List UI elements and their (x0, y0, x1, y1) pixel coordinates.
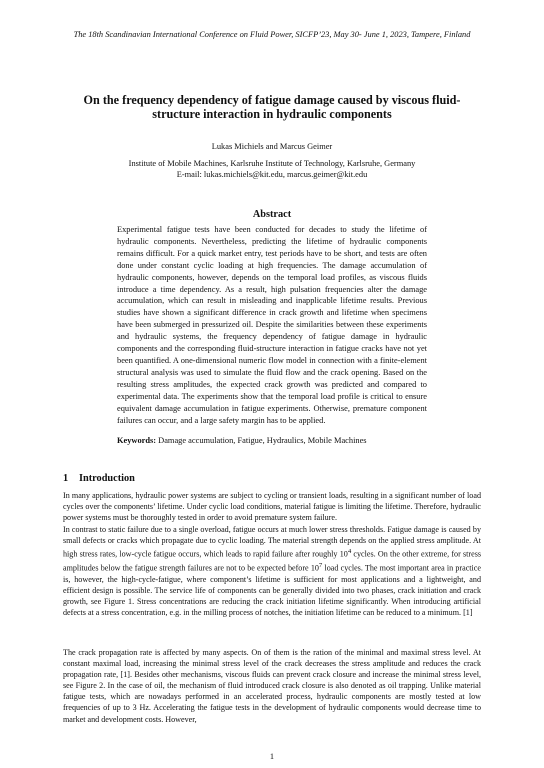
email-line: E-mail: lukas.michiels@kit.edu, marcus.geimer@kit.edu (176, 170, 368, 179)
cycles-base-2: 10 (310, 563, 319, 573)
abstract-text: Experimental fatigue tests have been conducted for decades to study the lifetime of hydraulic components. Nevertheless, predicting the lifetime of hydraulic components remains difficult. For a quick market entry, test periods have to be short, and tests are often done under constant cyclic loading at high frequencies. The damage accumulation of hydraulic components, however, depends on the temporal load profiles, as viscous fluids introduce a time dependency. As a result, high pulsation frequencies alter the damage accumulation, which can result in misleading and inapplicable lifetime results. Previous studies have shown a significant difference in crack growth and lifetime when specimens have been submerged in pressurized oil. Despite the similarities between these experiments and hydraulic systems, the frequency dependency of fatigue damage in hydraulic components and the corresponding fluid-structure interaction in fatigue cracks have not yet been quantified. A one-dimensional numeric flow model in connection with a finite-element structural analysis was used to simulate the fluid flow and the crack opening. Based on the resulting stress amplitudes, the expected crack growth was predicted and compared to experimental data. The experiments show that the temporal load profile is critical to ensure equivalent damage accumulation in fatigue experiments. Otherwise, premature component failures can occur, and a large safety margin has to be applied. (117, 225, 427, 425)
paper-title: On the frequency dependency of fatigue damage caused by viscous fluid-structure interaction in hydraulic components (83, 93, 461, 121)
cycles-base-1: 10 (339, 549, 348, 559)
affiliation-block (60, 158, 484, 180)
section-heading-introduction (63, 473, 363, 485)
intro-paragraph-1: In many applications, hydraulic power systems are subject to cycling or transient loads, resulting in a significant number of load cycles over the components’ lifetime. Under cyclic load conditions, material fatigue is limiting the lifetime. Therefore, hydraulic power systems must be thoroughly tested in order to avoid premature system failure. (63, 491, 481, 523)
keywords-label: Keywords: (117, 436, 157, 445)
conference-header: The 18th Scandinavian International Conference on Fluid Power, SICFP’23, May 30- June 1, 2023, Tampere, Finland (73, 30, 471, 39)
intro-paragraph-3: The crack propagation rate is affected by many aspects. On of them is the ration of the minimal and maximal stress level. At constant maximal load, increasing the minimal stress level of the crack decreases the stress amplitude and reduces the crack propagation rate, [1]. Besides other mechanisms, viscous fluids can prevent crack closure and increase the minimal stress level, see Figure 2. In the case of oil, the mechanism of fluid introduced crack closure is also denoted as oil trapping. Unlike material fatigue tests, which are nowadays performed in an accelerated process, hydraulic components are mostly tested at low frequencies of up to 3 Hz. Accelerating the fatigue tests in the development of hydraulic components would decrease time to market and development costs. However, (63, 648, 481, 724)
section-number: 1 (63, 473, 69, 484)
section-title: Introduction (79, 473, 135, 484)
author-list: Lukas Michiels and Marcus Geimer (211, 142, 333, 151)
cycles-exponent-1: 4 (347, 548, 352, 556)
abstract-heading: Abstract (252, 209, 292, 220)
affiliation: Institute of Mobile Machines, Karlsruhe Institute of Technology, Karlsruhe, Germany (128, 159, 416, 168)
keywords-list: Damage accumulation, Fatigue, Hydraulics, Mobile Machines (158, 436, 367, 445)
paragraph-2-part-b: cycles. On the other extreme, for stress amplitudes below the fatigue strength failures are not to be expected before (63, 549, 481, 573)
keywords-line (117, 435, 427, 446)
paragraph-2-part-c: load cycles. The most important area in practice is, however, the high-cycle-fatigue, where component’s lifetime is sufficient for most applications and a lightweight, and efficient design is possible. The service life of components can be generally divided into two phases, crack initiation and crack growth, see Figure 1. Stress concentrations are reducing the crack initiation lifetime significantly. When introducing artificial defects at a stress concentration, e.g. in the milling process of notches, the initiation lifetime can be reduced to a minimum. [1] (63, 563, 481, 618)
page-number: 1 (269, 752, 275, 761)
paragraph-2-part-a: In contrast to static failure due to a single overload, fatigue occurs at much lower stress thresholds. Fatigue damage is caused by small defects or cracks which propagate due to cyclic loading. The material strength depends on the applied stress amplitude. At high stress rates, low-cycle fatigue occurs, which leads to rapid failure after roughly (63, 525, 481, 559)
intro-paragraph-2 (63, 524, 481, 618)
cycles-exponent-2: 7 (318, 561, 323, 569)
